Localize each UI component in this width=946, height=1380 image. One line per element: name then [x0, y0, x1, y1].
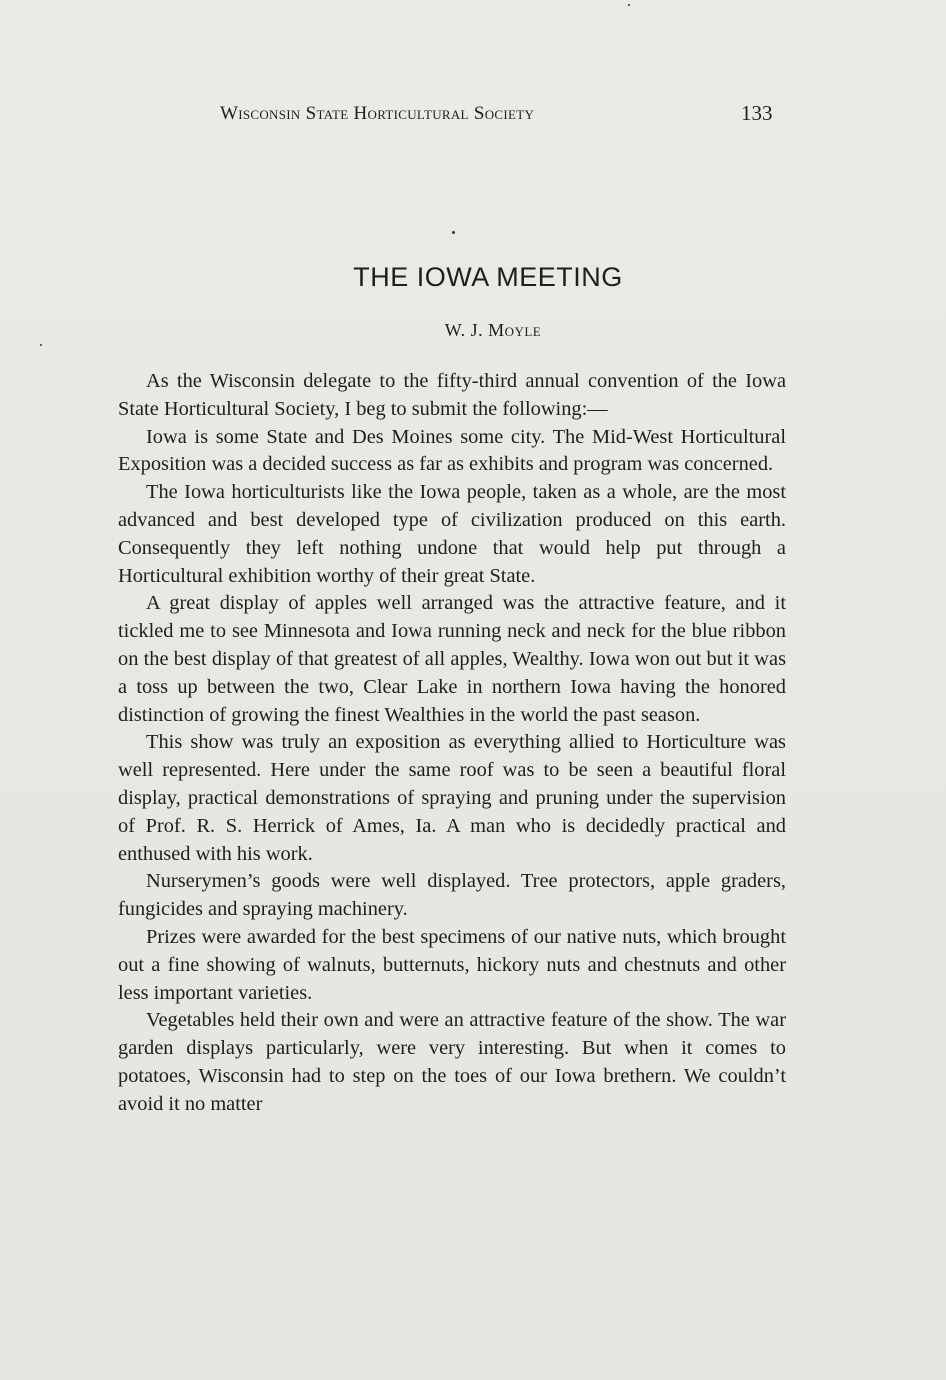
paragraph: Prizes were awarded for the best specimens of our native nuts, which brought out a fine showing of walnuts, butternuts, hickory nuts and chestnuts and other less important varieties.: [118, 925, 786, 1004]
article-author: W. J. Moyle: [444, 320, 542, 340]
ink-speck: [40, 344, 42, 346]
paragraph: A great display of apples well arranged was the attractive feature, and it tickled me to see Minnesota and Iowa running neck and neck for the blue ribbon on the best display of that greatest of all apples, Wealthy. Iowa won out but it was a toss up between the two, Clear Lake in northern Iowa having the honored distinction of growing the finest Wealthies in the world the past season.: [118, 592, 786, 726]
ink-speck: [628, 4, 630, 6]
page-number: 133: [741, 101, 773, 125]
paragraph: The Iowa horticulturists like the Iowa people, taken as a whole, are the most advanced and best developed type of civilization produced on this earth. Consequently they left nothing undone that would help put through a Horticultural exhibition worthy of their great State.: [118, 481, 786, 587]
paragraph: This show was truly an exposition as everything allied to Horticulture was well represented. Here under the same roof was to be seen a beautiful floral display, practical demonstrations of spraying and pruning under the supervision of Prof. R. S. Herrick of Ames, Ia. A man who is decidedly practical and enthused with his work.: [118, 731, 786, 865]
article-body: [118, 368, 786, 1119]
paragraph: As the Wisconsin delegate to the fifty-third annual convention of the Iowa State Horticultural Society, I beg to submit the following:—: [118, 370, 786, 420]
paragraph: Iowa is some State and Des Moines some city. The Mid-West Horticultural Exposition was a decided success as far as exhibits and program was concerned.: [118, 425, 786, 476]
running-title: Wisconsin State Horticultural Society: [220, 103, 535, 124]
paragraph: Vegetables held their own and were an attractive feature of the show. The war garden displays particularly, were very interesting. But when it comes to potatoes, Wisconsin had to step on the toes of our Iowa brethern. We couldn’t avoid it no matter: [118, 1009, 786, 1115]
ink-speck: [452, 231, 455, 234]
article-title: THE IOWA MEETING: [353, 262, 623, 292]
paragraph: Nurserymen’s goods were well displayed. Tree protectors, apple graders, fungicides and spraying machinery.: [118, 870, 786, 921]
running-header: [220, 103, 780, 129]
